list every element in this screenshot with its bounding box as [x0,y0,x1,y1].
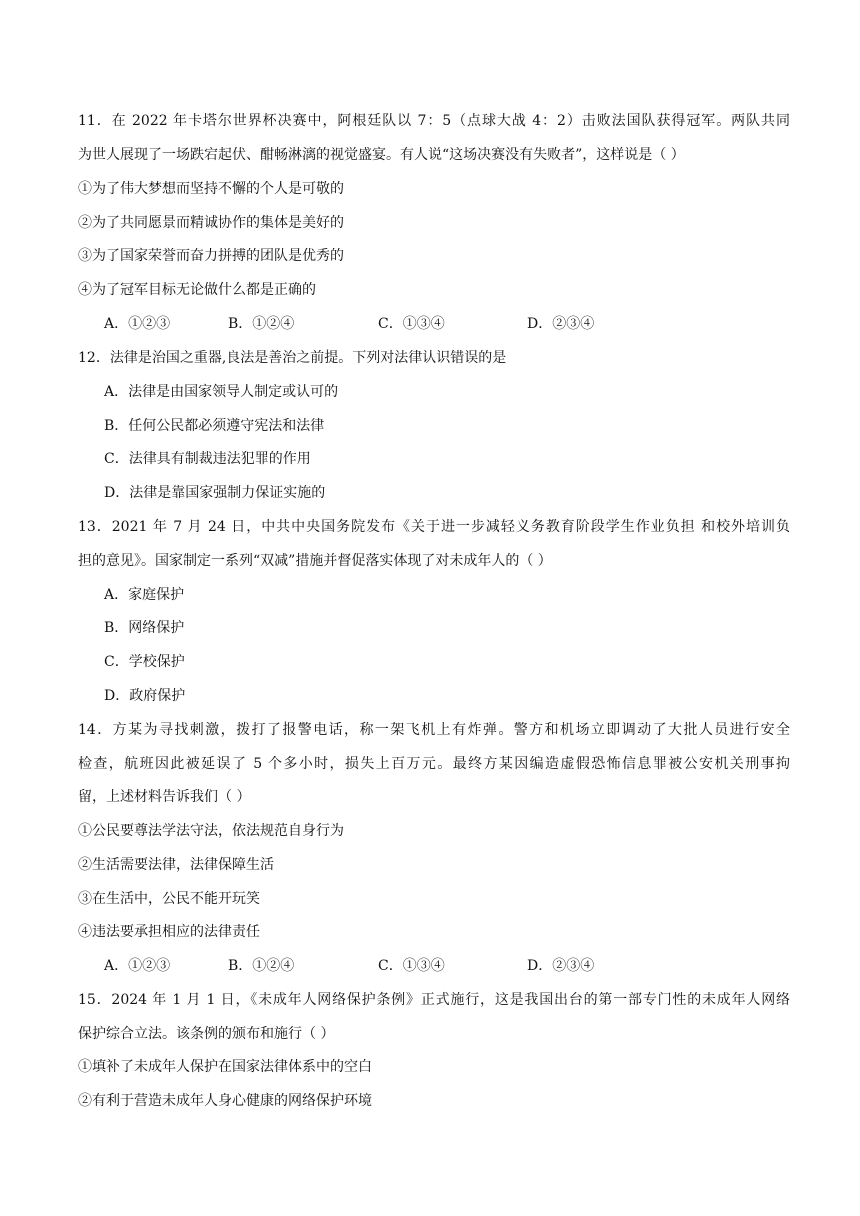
q11-statement-3: ③为了国家荣誉而奋力拼搏的团队是优秀的 [78,248,344,264]
q14-option-b: B．①②④ [228,958,295,974]
q14-stem-line-3: 留，上述材料告诉我们（ ） [78,789,251,805]
q14-option-d: D．②③④ [527,958,595,974]
q11-statement-1: ①为了伟大梦想而坚持不懈的个人是可敬的 [78,181,344,197]
q12-option-d: D．法律是靠国家强制力保证实施的 [104,485,326,501]
q11-stem-line-1: 11．在 2022 年卡塔尔世界杯决赛中，阿根廷队以 7：5（点球大战 4：2）击败法国队获得冠军。两队共同 [78,113,790,129]
q15-stem-line-2: 保护综合立法。该条例的颁布和施行（ ） [78,1026,335,1042]
q12-stem-line-1: 12．法律是治国之重器,良法是善治之前提。下列对法律认识错误的是 [78,350,507,366]
q12-option-b: B．任何公民都必须遵守宪法和法律 [104,418,325,434]
q13-option-c: C．学校保护 [104,654,185,670]
q13-option-b: B．网络保护 [104,620,185,636]
q13-stem-line-2: 担的意见》。国家制定一系列“双减”措施并督促落实体现了对未成年人的（ ） [78,553,552,569]
q14-statement-1: ①公民要尊法学法守法，依法规范自身行为 [78,823,344,839]
q13-stem-line-1: 13．2021 年 7 月 24 日，中共中央国务院发布《关于进一步减轻义务教育阶段学生作业负担 和校外培训负 [78,519,790,535]
q14-option-c: C．①③④ [378,958,445,974]
q14-stem-line-2: 检查，航班因此被延误了 5 个多小时，损失上百万元。最终方某因编造虚假恐怖信息罪被公安机关刑事拘 [78,756,790,772]
q11-option-d: D．②③④ [527,316,595,332]
q15-stem-line-1: 15．2024 年 1 月 1 日，《未成年人网络保护条例》正式施行，这是我国出台的第一部专门性的未成年人网络 [78,992,790,1008]
q11-option-a: A．①②③ [104,316,171,332]
q11-stem-line-2: 为世人展现了一场跌宕起伏、酣畅淋漓的视觉盛宴。有人说“这场决赛没有失败者”，这样说是（ ） [78,147,685,163]
q14-statement-4: ④违法要承担相应的法律责任 [78,924,260,940]
q14-option-a: A．①②③ [104,958,171,974]
q11-option-c: C．①③④ [378,316,445,332]
q15-statement-2: ②有利于营造未成年人身心健康的网络保护环境 [78,1093,372,1109]
q11-statement-2: ②为了共同愿景而精诚协作的集体是美好的 [78,215,344,231]
q14-statement-3: ③在生活中，公民不能开玩笑 [78,891,260,907]
q13-option-a: A．家庭保护 [104,587,185,603]
q14-statement-2: ②生活需要法律，法律保障生活 [78,857,274,873]
q13-option-d: D．政府保护 [104,688,186,704]
q11-statement-4: ④为了冠军目标无论做什么都是正确的 [78,282,316,298]
q11-option-b: B．①②④ [228,316,295,332]
q12-option-c: C．法律具有制裁违法犯罪的作用 [104,451,311,467]
q15-statement-1: ①填补了未成年人保护在国家法律体系中的空白 [78,1059,372,1075]
q12-option-a: A．法律是由国家领导人制定或认可的 [104,384,339,400]
q14-stem-line-1: 14．方某为寻找刺激，拨打了报警电话，称一架飞机上有炸弹。警方和机场立即调动了大批人员进行安全 [78,722,790,738]
